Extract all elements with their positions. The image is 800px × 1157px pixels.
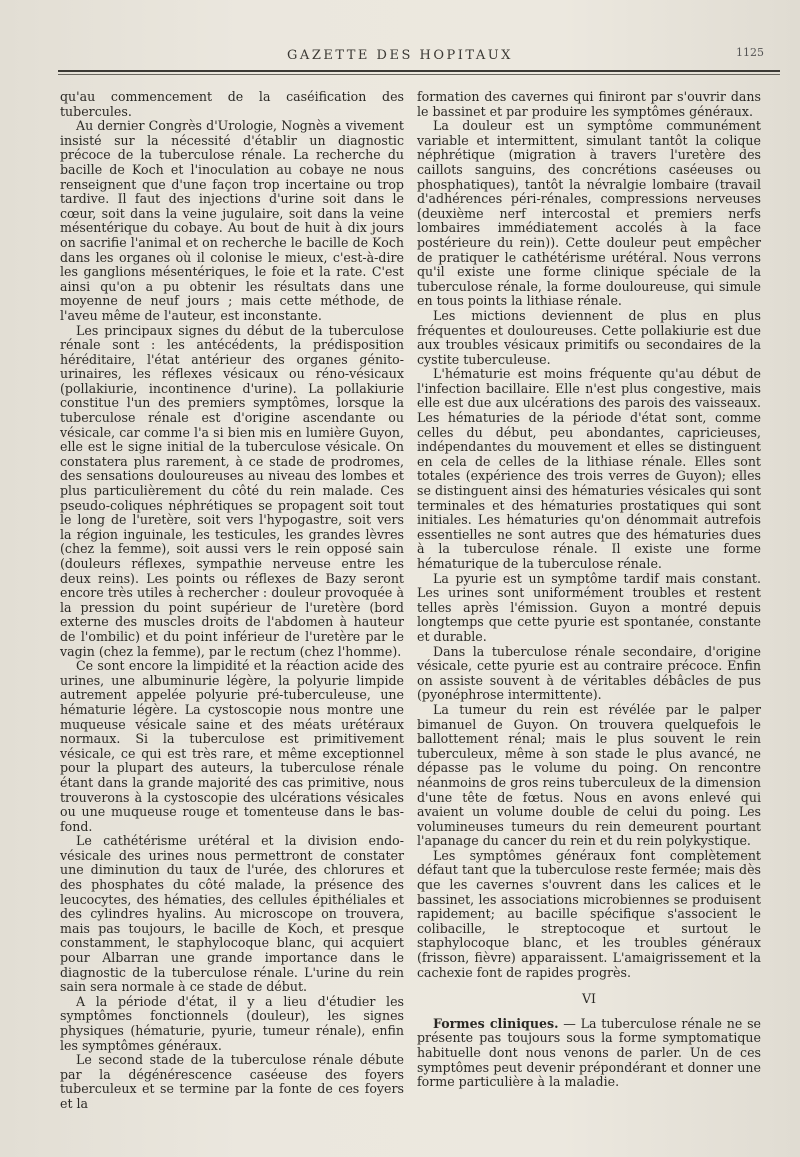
header-rule-thick: [58, 70, 780, 72]
paragraph: La douleur est un symptôme communément variable et intermittent, simulant tantôt la colique néphrétique (migration à travers l'uretère des caillots sanguins, des concrétions caséeuses ou phosphatiques), tantôt la névralgie lombaire (travail d'adhérences péri-rénales, compressions nerveuses (deuxième nerf intercostal et premiers nerfs lombaires immédiatement accolés à la face postérieure du rein)). Cette douleur peut empêcher de pratiquer le cathétérisme urétéral. Nous verrons qu'il existe une forme clinique spéciale de la tuberculose rénale, la forme douloureuse, qui simule en tous points la lithiase rénale.: [417, 118, 761, 309]
section-heading: VI: [581, 991, 597, 1007]
running-title: GAZETTE DES HOPITAUX: [287, 48, 513, 63]
left-column: [60, 90, 404, 1112]
paragraph: Le second stade de la tuberculose rénale débute par la dégénérescence caséeuse des foyers tuberculeux et se termine par la fonte de ces foyers et la: [60, 1052, 404, 1111]
page-number: 1125: [736, 46, 764, 59]
paragraph: Les principaux signes du début de la tuberculose rénale sont : les antécédents, la prédisposition héréditaire, l'état antérieur des organes génito-urinaires, les réflexes vésicaux ou réno-vésicaux (pollakiurie, incontinence d'urine). La pollakiurie constitue l'un des premiers symptômes, lorsque la tuberculose rénale est d'origine ascendante ou vésicale, car comme l'a si bien mis en lumière Guyon, elle est le signe initial de la tuberculose vésicale. On constatera plus rarement, à ce stade de prodromes, des sensations douloureuses au niveau des lombes et plus particulièrement du côté du rein malade. Ces pseudo-coliques néphrétiques se propagent soit tout le long de l'uretère, soit vers l'hypogastre, soit vers la région inguinale, les testicules, les grandes lèvres (chez la femme), soit aussi vers le rein opposé sain (douleurs réflexes, sympathie nerveuse entre les deux reins). Les points ou réflexes de Bazy seront encore très utiles à rechercher : douleur provoquée à la pression du point supérieur de l'uretère (bord externe des muscles droits de l'abdomen à hauteur de l'ombilic) et du point inférieur de l'uretère par le vagin (chez la femme), par le rectum (chez l'homme).: [60, 322, 404, 659]
section-lead: Formes cliniques.: [433, 1015, 559, 1031]
paragraph: Dans la tuberculose rénale secondaire, d'origine vésicale, cette pyurie est au contraire précoce. Enfin on assiste souvent à de véritables débâcles de pus (pyonéphrose intermittente).: [417, 643, 761, 703]
paragraph: Les mictions deviennent de plus en plus fréquentes et douloureuses. Cette pollakiurie est due aux troubles vésicaux primitifs ou secondaires de la cystite tuberculeuse.: [417, 307, 761, 367]
paragraph: A la période d'état, il y a lieu d'étudier les symptômes fonctionnels (douleur), les signes physiques (hématurie, pyurie, tumeur rénale), enfin les symptômes généraux.: [60, 993, 404, 1053]
paragraph: Au dernier Congrès d'Urologie, Nognès a vivement insisté sur la nécessité d'établir un diagnostic précoce de la tuberculose rénale. La recherche du bacille de Koch et l'inoculation au cobaye ne nous renseignent que d'une façon trop incertaine ou trop tardive. Il faut des injections d'urine soit dans le cœur, soit dans la veine jugulaire, soit dans la veine mésentérique du cobaye. Au bout de huit à dix jours on sacrifie l'animal et on recherche le bacille de Koch dans les organes où il colonise le mieux, c'est-à-dire les ganglions mésentériques, le foie et la rate. C'est ainsi qu'on a pu obtenir les résultats dans une moyenne de neuf jours ; mais cette méthode, de l'aveu même de l'auteur, est inconstante.: [60, 118, 404, 323]
paragraph: formation des cavernes qui finiront par s'ouvrir dans le bassinet et par produire les symptômes généraux.: [417, 89, 761, 119]
paragraph: Ce sont encore la limpidité et la réaction acide des urines, une albuminurie légère, la polyurie limpide autrement appelée polyurie pré-tuberculeuse, une hématurie légère. La cystoscopie nous montre une muqueuse vésicale saine et des méats urétéraux normaux. Si la tuberculose est primitivement vésicale, ce qui est très rare, et même exceptionnel pour la plupart des auteurs, la tuberculose rénale étant dans la grande majorité des cas primitive, nous trouverons à la cystoscopie des ulcérations vésicales ou une muqueuse rouge et tomenteuse dans le bas-fond.: [60, 658, 404, 834]
section-text: — La tuberculose rénale ne se présente pas toujours sous la forme symptomatique habituelle dont nous venons de parler. Un de ces symptômes peut devenir prépondérant et donner une forme particulière à la maladie.: [417, 1015, 762, 1090]
paragraph: La tumeur du rein est révélée par le palper bimanuel de Guyon. On trouvera quelquefois le ballottement rénal; mais le plus souvent le rein tuberculeux, même à son stade le plus avancé, ne dépasse pas le volume du poing. On rencontre néanmoins de gros reins tuberculeux de la dimension d'une tête de fœtus. Nous en avons enlevé qui avaient un volume double de celui du poing. Les volumineuses tumeurs du rein demeurent pourtant l'apanage du cancer du rein et du rein polykystique.: [417, 701, 761, 849]
paragraph: Le cathétérisme urétéral et la division endo-vésicale des urines nous permettront de constater une diminution du taux de l'urée, des chlorures et des phosphates du côté malade, la présence des leucocytes, des hématies, des cellules épithéliales et des cylindres hyalins. Au microscope on trouvera, mais pas toujours, le bacille de Koch, et presque constamment, le staphylocoque blanc, qui acquiert pour Albarran une grande importance dans le diagnostic de la tuberculose rénale. L'urine du rein sain sera normale à ce stade de début.: [60, 833, 404, 995]
right-column: [417, 90, 761, 1090]
paragraph: Les symptômes généraux font complètement défaut tant que la tuberculose reste fermée; mais dès que les cavernes s'ouvrent dans les calices et le bassinet, les associations microbiennes se produisent rapidement; au bacille spécifique s'associent le colibacille, le streptocoque et surtout le staphylocoque blanc, et les troubles généraux (frisson, fièvre) apparaissent. L'amaigrissement et la cachexie font de rapides progrès.: [417, 847, 761, 980]
paragraph: qu'au commencement de la caséification des tubercules.: [60, 89, 404, 119]
header-rule-thin: [58, 74, 780, 75]
section-paragraph: [417, 1017, 761, 1090]
paragraph: L'hématurie est moins fréquente qu'au début de l'infection bacillaire. Elle n'est plus congestive, mais elle est due aux ulcérations des parois des vaisseaux. Les hématuries de la période d'état sont, comme celles du début, peu abondantes, capricieuses, indépendantes du mouvement et elles se distinguent en cela de celles de la lithiase rénale. Elles sont totales (expérience des trois verres de Guyon); elles se distinguent ainsi des hématuries vésicales qui sont terminales et des hématuries prostatiques qui sont initiales. Les hématuries qu'on dénommait autrefois essentielles ne sont autres que des hématuries dues à la tuberculose rénale. Il existe une forme hématurique de la tuberculose rénale.: [417, 366, 761, 571]
paragraph: La pyurie est un symptôme tardif mais constant. Les urines sont uniformément troubles et restent telles après l'émission. Guyon a montré depuis longtemps que cette pyurie est spontanée, constante et durable.: [417, 570, 761, 644]
